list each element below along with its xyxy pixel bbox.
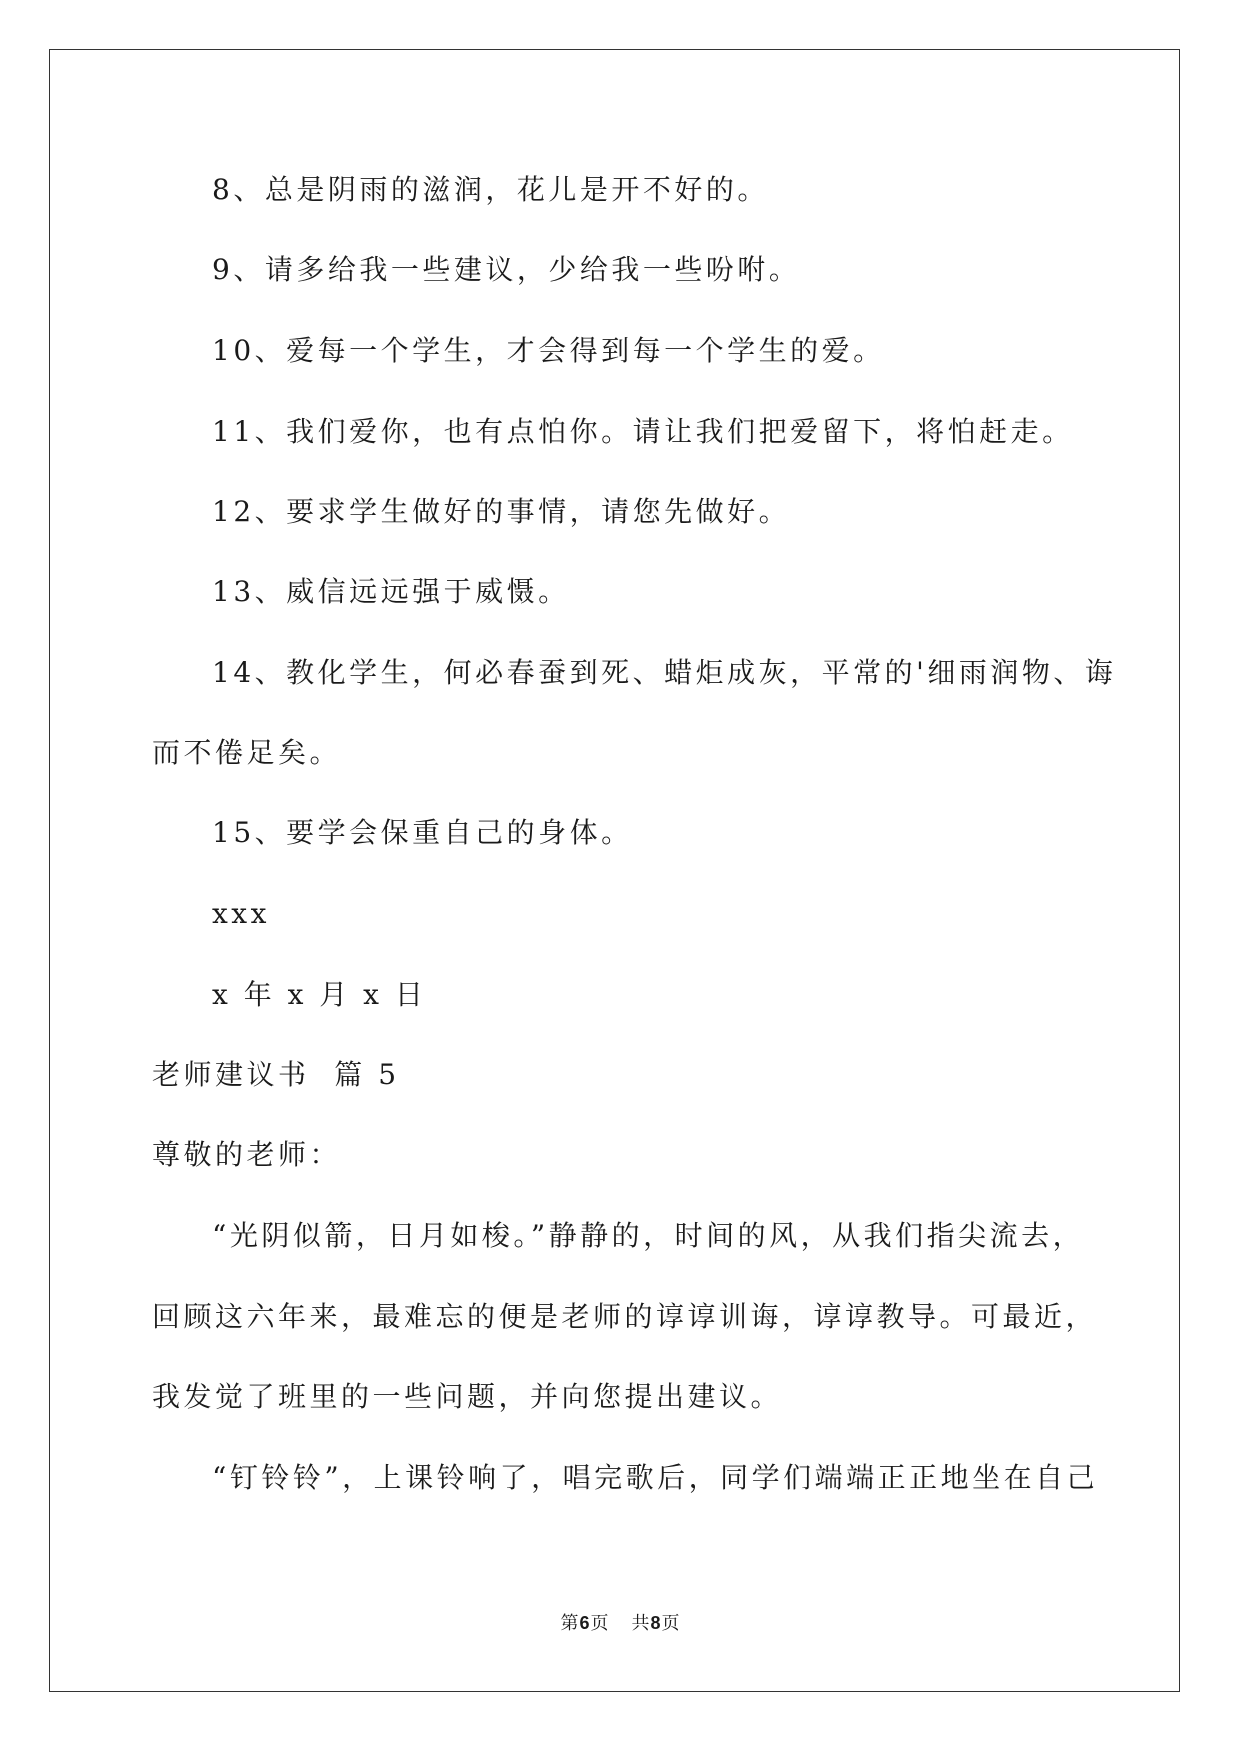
- page-footer: [0, 1611, 1241, 1636]
- body-paragraph-2-line-1: “钉铃铃”，上课铃响了，唱完歌后，同学们端端正正地坐在自己: [212, 1461, 1099, 1494]
- body-paragraph-1-line-2: 回顾这六年来，最难忘的便是老师的谆谆训诲，谆谆教导。可最近，: [152, 1300, 1098, 1333]
- signature-name: xxx: [212, 897, 270, 930]
- salutation: 尊敬的老师：: [152, 1138, 342, 1171]
- list-item-11: 11、我们爱你，也有点怕你。请让我们把爱留下，将怕赶走。: [212, 415, 1074, 448]
- section-title: 老师建议书 篇 5: [152, 1058, 400, 1091]
- page-border: [49, 49, 1180, 1692]
- page-suffix: 页: [590, 1613, 610, 1634]
- page-prefix: 第: [560, 1613, 580, 1634]
- list-item-15: 15、要学会保重自己的身体。: [212, 816, 633, 849]
- page-total: 8: [650, 1613, 662, 1633]
- signature-date: x 年 x 月 x 日: [212, 978, 427, 1011]
- total-suffix: 页: [661, 1613, 681, 1634]
- body-paragraph-1-line-1: “光阴似箭，日月如梭。”静静的，时间的风，从我们指尖流去，: [212, 1219, 1085, 1252]
- list-item-12: 12、要求学生做好的事情，请您先做好。: [212, 495, 791, 528]
- list-item-14-continuation: 而不倦足矣。: [152, 736, 342, 769]
- list-item-9: 9、请多给我一些建议，少给我一些吩咐。: [212, 253, 801, 286]
- list-item-10: 10、爱每一个学生，才会得到每一个学生的爱。: [212, 334, 885, 367]
- list-item-14: 14、教化学生，何必春蚕到死、蜡炬成灰，平常的'细雨润物、诲: [212, 656, 1117, 689]
- list-item-13: 13、威信远远强于威慑。: [212, 575, 570, 608]
- page-current: 6: [579, 1613, 591, 1633]
- body-paragraph-1-line-3: 我发觉了班里的一些问题，并向您提出建议。: [152, 1380, 783, 1413]
- list-item-8: 8、总是阴雨的滋润，花儿是开不好的。: [212, 173, 769, 206]
- total-prefix: 共: [631, 1613, 651, 1634]
